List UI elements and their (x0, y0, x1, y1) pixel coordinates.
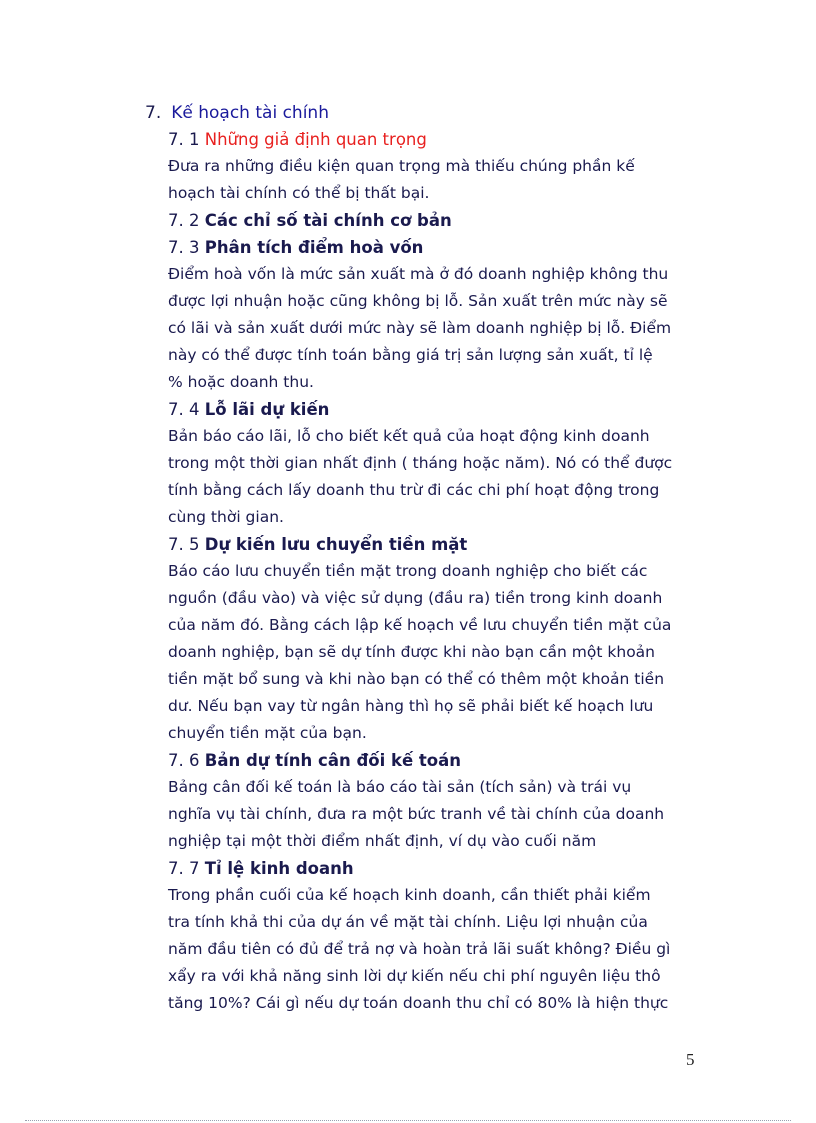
paragraph-line: tăng 10%? Cái gì nếu dự toán doanh thu chỉ có 80% là hiện thực (168, 994, 669, 1012)
paragraph-line: Báo cáo lưu chuyển tiền mặt trong doanh nghiệp cho biết các (168, 562, 648, 580)
paragraph-line: năm đầu tiên có đủ để trả nợ và hoàn trả lãi suất không? Điều gì (168, 940, 671, 958)
section-number: 7. 2 (168, 211, 200, 230)
paragraph-line: cùng thời gian. (168, 508, 284, 526)
paragraph-line: chuyển tiền mặt của bạn. (168, 724, 367, 742)
paragraph-line: Bảng cân đối kế toán là báo cáo tài sản (tích sản) và trái vụ (168, 778, 632, 796)
paragraph-line: Đưa ra những điều kiện quan trọng mà thiếu chúng phần kế (168, 157, 635, 175)
paragraph-line: Trong phần cuối của kế hoạch kinh doanh, cần thiết phải kiểm (168, 886, 651, 904)
main-heading-title: Kế hoạch tài chính (171, 103, 329, 123)
paragraph-line: nghĩa vụ tài chính, đưa ra một bức tranh về tài chính của doanh (168, 805, 665, 823)
paragraph-line: doanh nghiệp, bạn sẽ dự tính được khi nào bạn cần một khoản (168, 643, 656, 661)
section-title: Các chỉ số tài chính cơ bản (204, 211, 452, 230)
section-title: Lỗ lãi dự kiến (204, 400, 330, 419)
section-number: 7. 5 (168, 535, 200, 554)
footer-divider (25, 1120, 791, 1121)
section-title: Bản dự tính cân đối kế toán (204, 751, 461, 770)
paragraph-line: này có thể được tính toán bằng giá trị sản lượng sản xuất, tỉ lệ (168, 346, 653, 364)
document-body (145, 100, 705, 1017)
section-title: Tỉ lệ kinh doanh (204, 859, 354, 878)
section-paragraph (168, 153, 705, 207)
paragraph-line: nghiệp tại một thời điểm nhất định, ví dụ vào cuối năm (168, 832, 597, 850)
paragraph-line: được lợi nhuận hoặc cũng không bị lỗ. Sản xuất trên mức này sẽ (168, 292, 668, 310)
paragraph-line: tiền mặt bổ sung và khi nào bạn có thể có thêm một khoản tiền (168, 670, 665, 688)
section-heading (168, 531, 705, 558)
section-heading (168, 855, 705, 882)
section-number: 7. 7 (168, 859, 200, 878)
section-number: 7. 4 (168, 400, 200, 419)
main-heading-number: 7. (145, 103, 162, 123)
sections-container (145, 126, 705, 1017)
paragraph-line: tra tính khả thi của dự án về mặt tài chính. Liệu lợi nhuận của (168, 913, 648, 931)
paragraph-line: xẩy ra với khả năng sinh lời dự kiến nếu chi phí nguyên liệu thô (168, 967, 661, 985)
section-title: Phân tích điểm hoà vốn (204, 238, 424, 257)
paragraph-line: trong một thời gian nhất định ( tháng hoặc năm). Nó có thể được (168, 454, 673, 472)
section-heading (168, 747, 705, 774)
section-number: 7. 1 (168, 130, 200, 149)
section-number: 7. 3 (168, 238, 200, 257)
section-heading (168, 234, 705, 261)
section-heading (168, 396, 705, 423)
main-heading (145, 100, 705, 126)
paragraph-line: % hoặc doanh thu. (168, 373, 314, 391)
section-number: 7. 6 (168, 751, 200, 770)
paragraph-line: Điểm hoà vốn là mức sản xuất mà ở đó doanh nghiệp không thu (168, 265, 669, 283)
section-paragraph (168, 774, 705, 855)
section-title: Những giả định quan trọng (204, 130, 427, 149)
paragraph-line: có lãi và sản xuất dưới mức này sẽ làm doanh nghiệp bị lỗ. Điểm (168, 319, 672, 337)
section-paragraph (168, 882, 705, 1017)
section-paragraph (168, 261, 705, 396)
page-number: 5 (686, 1050, 695, 1069)
section-title: Dự kiến lưu chuyển tiền mặt (204, 535, 468, 554)
section-paragraph (168, 558, 705, 747)
paragraph-line: hoạch tài chính có thể bị thất bại. (168, 184, 430, 202)
paragraph-line: nguồn (đầu vào) và việc sử dụng (đầu ra) tiền trong kinh doanh (168, 589, 663, 607)
paragraph-line: tính bằng cách lấy doanh thu trừ đi các chi phí hoạt động trong (168, 481, 660, 499)
paragraph-line: Bản báo cáo lãi, lỗ cho biết kết quả của hoạt động kinh doanh (168, 427, 650, 445)
paragraph-line: dư. Nếu bạn vay từ ngân hàng thì họ sẽ phải biết kế hoạch lưu (168, 697, 654, 715)
section-heading (168, 207, 705, 234)
section-heading (168, 126, 705, 153)
section-paragraph (168, 423, 705, 531)
paragraph-line: của năm đó. Bằng cách lập kế hoạch về lưu chuyển tiền mặt của (168, 616, 672, 634)
